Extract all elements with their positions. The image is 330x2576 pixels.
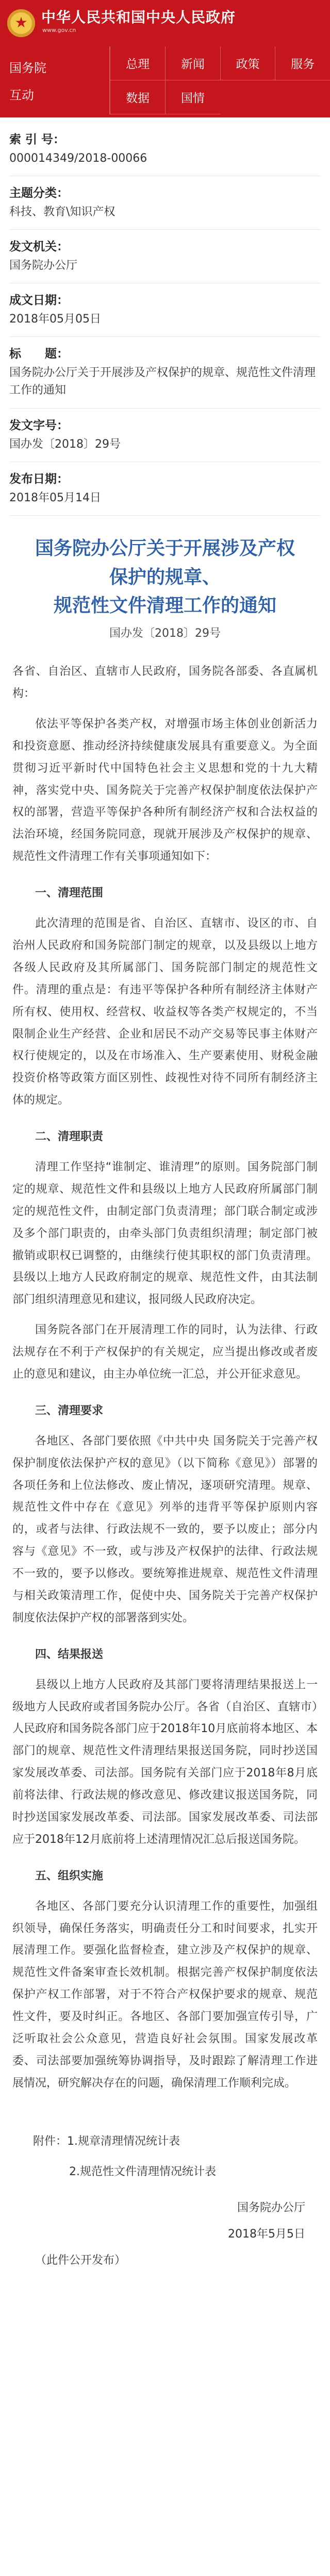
document-meta (0, 117, 330, 516)
title-line: 规范性文件清理工作的通知 (53, 595, 276, 617)
document-body (0, 661, 330, 2272)
meta-issuer (9, 230, 321, 283)
title-line: 国务院办公厅关于开展涉及产权 (35, 537, 295, 559)
national-emblem-icon (7, 9, 35, 37)
nav-home-label: 国务院 (9, 61, 46, 75)
meta-index (9, 123, 321, 176)
intro-paragraph: 依法平等保护各类产权，对增强市场主体创业创新活力和投资意愿、推动经济持续健康发展具有重要意义。为全面贯彻习近平新时代中国特色社会主义思想和党的十九大精神，落实党中央、国务院关于完善产权保护制度依法保护产权的部署，营造平等保护各种所有制经济产权和合法权益的法治环境，经国务院同意，现就开展涉及产权保护的规章、规范性文件清理工作有关事项通知如下： (12, 717, 318, 863)
document-number: 国办发〔2018〕29号 (109, 627, 221, 640)
meta-label: 发文机关： (9, 240, 69, 254)
nav-home[interactable] (0, 46, 110, 114)
meta-label: 主题分类： (9, 187, 69, 200)
site-title[interactable]: 中华人民共和国中央人民政府 (41, 9, 236, 26)
section-heading: 二、清理职责 (35, 1130, 104, 1144)
nav-item-service[interactable]: 服务 (275, 46, 330, 80)
section-paragraph: 清理工作坚持“谁制定、谁清理”的原则。国务院部门制定的规章、规范性文件和县级以上地方人民政府所属部门制定的规范性文件，由制定部门负责清理；部门联合制定或涉及多个部门职责的，由牵头部门负责组织清理；制定部门被撤销或职权已调整的，由继续行使其职权的部门负责清理。县级以上地方人民政府制定的规章、规范性文件，由其法制部门组织清理意见和建议，报同级人民政府决定。 (12, 1160, 318, 1307)
meta-category (9, 176, 321, 230)
meta-value: 国办发〔2018〕29号 (9, 437, 121, 451)
nav-interact-label: 互动 (9, 88, 34, 103)
meta-label: 成文日期： (9, 294, 69, 308)
meta-label: 索 引 号： (9, 133, 65, 146)
nav-item-policy[interactable]: 政策 (220, 46, 275, 80)
meta-label: 发文字号： (9, 418, 69, 432)
publication-note: （此件公开发布） (35, 2254, 126, 2267)
meta-value: 国务院办公厅 (9, 259, 78, 273)
meta-value: 国务院办公厅关于开展涉及产权保护的规章、规范性文件清理工作的通知 (9, 366, 316, 397)
section-heading: 三、清理要求 (35, 1404, 104, 1417)
section-paragraph: 县级以上地方人民政府及其部门要将清理结果报送上一级地方人民政府或者国务院办公厅。各省（自治区、直辖市）人民政府和国务院各部门应于2018年10月底前将本地区、本部门的规章、规范性文件清理结果报送国务院，同时抄送国家发展改革委、司法部。国务院有关部门应于2018年8月底前将法律、行政法规的修改意见、修改建议报送国务院，同时抄送国家发展改革委、司法部。国家发展改革委、司法部应于2018年12月底前将上述清理情况汇总后报送国务院。 (12, 1678, 318, 1846)
signature-block (12, 2197, 318, 2246)
meta-doc-number (9, 409, 321, 462)
nav-item-news[interactable]: 新闻 (165, 46, 220, 80)
section-heading: 四、结果报送 (35, 1648, 104, 1661)
attachments (12, 2131, 318, 2183)
main-nav (0, 46, 330, 117)
site-header (0, 0, 330, 46)
section-paragraph: 各地区、各部门要依照《中共中央 国务院关于完善产权保护制度依法保护产权的意见》（以下简称《意见》）部署的各项任务和上位法修改、废止情况，逐项研究清理。规章、规范性文件中存在《意见》列举的违背平等保护原则内容的，或者与法律、行政法规不一致的，要予以废止；部分内容与《意见》不一致，或与涉及产权保护的法律、行政法规不一致的，要予以修改。要统筹推进规章、规范性文件清理与相关政策清理工作，促使中央、国务院关于完善产权保护制度依法保护产权的部署落到实处。 (12, 1434, 318, 1624)
meta-value: 2018年05月14日 (9, 491, 101, 504)
section-paragraph: 此次清理的范围是省、自治区、直辖市、设区的市、自治州人民政府和国务院部门制定的规章，以及县级以上地方各级人民政府及其所属部门、国务院部门制定的规范性文件。清理的重点是：有违平等保护各种所有制经济主体财产所有权、使用权、经营权、收益权等各类产权规定的，不当限制企业生产经营、企业和居民不动产交易等民事主体财产权行使规定的，以及在市场准入、生产要素使用、财税金融投资价格等政策方面区别性、歧视性对待不同所有制经济主体的规定。 (12, 917, 318, 1107)
section-heading: 一、清理范围 (35, 887, 104, 900)
signing-organization: 国务院办公厅 (237, 2201, 305, 2215)
meta-title (9, 337, 321, 408)
attachment-item: 2.规范性文件清理情况统计表 (69, 2165, 216, 2178)
document-title (11, 534, 319, 620)
signing-date: 2018年5月5日 (228, 2228, 305, 2241)
attachment-item: 附件：1.规章清理情况统计表 (33, 2134, 180, 2148)
site-url: www.gov.cn (42, 27, 76, 33)
section-heading: 五、组织实施 (35, 1869, 104, 1883)
meta-value: 科技、教育\知识产权 (9, 206, 116, 219)
nav-item-national[interactable]: 国情 (165, 80, 220, 114)
meta-value: 000014349/2018-00066 (9, 152, 147, 165)
title-line: 保护的规章、 (109, 566, 221, 588)
section-paragraph: 国务院各部门在开展清理工作的同时，认为法律、行政法规存在不利于产权保护的有关规定，应当提出修改或者废止的意见和建议，由主办单位统一汇总，并公开征求意见。 (12, 1324, 318, 1381)
salutation: 各省、自治区、直辖市人民政府，国务院各部委、各直属机构： (12, 665, 318, 701)
meta-value: 2018年05月05日 (9, 313, 101, 326)
nav-item-premier[interactable]: 总理 (110, 46, 165, 80)
meta-publish-date (9, 462, 321, 516)
section-paragraph: 各地区、各部门要充分认识清理工作的重要性，加强组织领导，确保任务落实，明确责任分工和时间要求，扎实开展清理工作。要强化监督检查，建立涉及产权保护的规章、规范性文件备案审查长效机制。根据完善产权保护制度依法保护产权工作部署，对于不符合产权保护要求的规章、规范性文件，要及时纠正。各地区、各部门要加强宣传引导，广泛听取社会公众意见，营造良好社会氛围。国家发展改革委、司法部要加强统筹协调指导，及时跟踪了解清理工作进展情况，研究解决存在的问题，确保清理工作顺利完成。 (12, 1900, 318, 2090)
meta-label: 标 题： (9, 347, 69, 361)
nav-item-data[interactable]: 数据 (110, 80, 165, 114)
meta-label: 发布日期： (9, 472, 69, 486)
meta-written-date (9, 283, 321, 337)
